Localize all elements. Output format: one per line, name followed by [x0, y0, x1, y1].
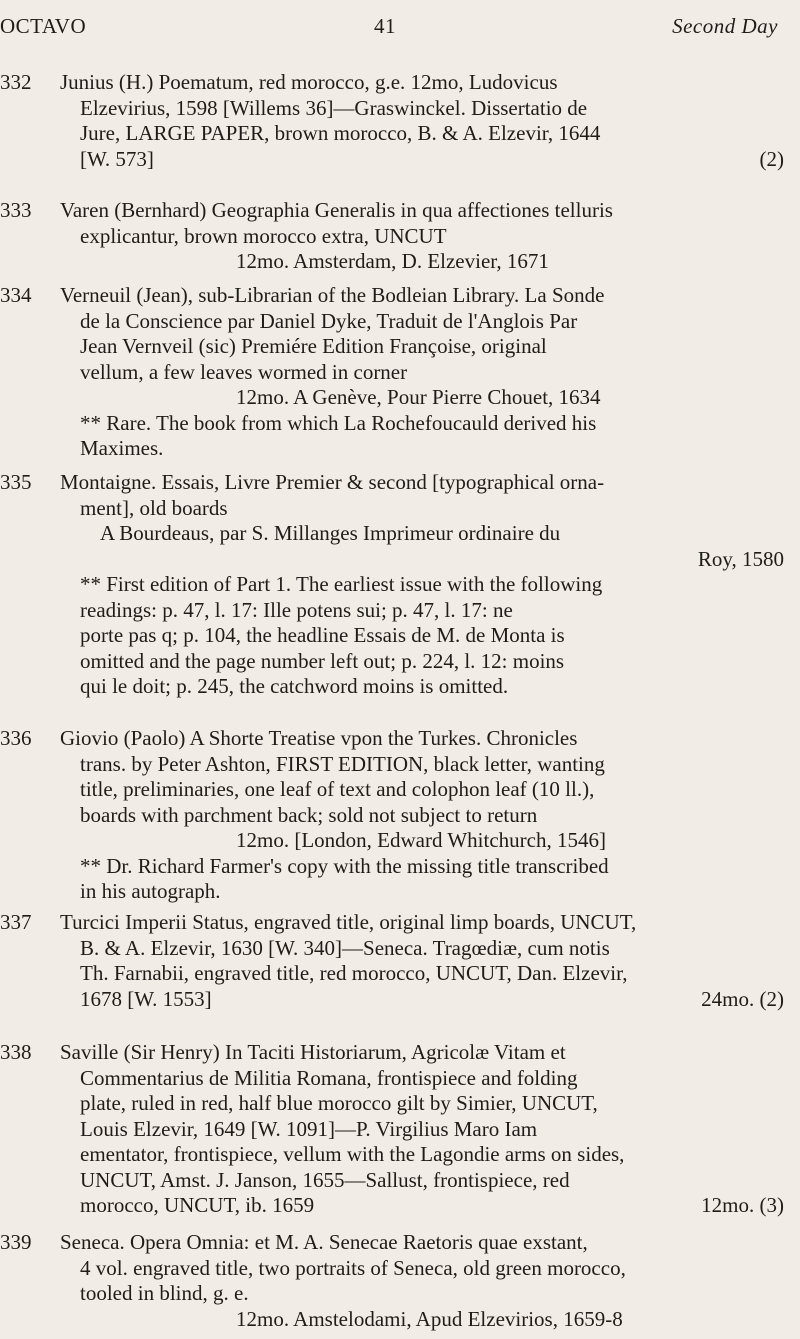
description-line: Elzevirius, 1598 [Willems 36]—Graswinckel. Dissertatio de: [80, 95, 588, 120]
format-note: 24mo. (2): [701, 986, 784, 1011]
description-line: title, preliminaries, one leaf of text and colophon leaf (10 ll.),: [80, 777, 595, 801]
format-heading: OCTAVO: [0, 14, 87, 38]
description-line: Th. Farnabii, engraved title, red morocco, UNCUT, Dan. Elzevir,: [80, 961, 628, 985]
lot-description: [60, 726, 784, 905]
description-line: trans. by Peter Ashton, FIRST EDITION, black letter, wanting: [80, 751, 605, 776]
description-line: boards with parchment back; sold not subject to return: [80, 802, 538, 827]
description-line: Verneuil (Jean), sub-Librarian of the Bodleian Library. La Sonde: [60, 283, 605, 307]
description-line: Commentarius de Militia Romana, frontispiece and folding: [80, 1065, 578, 1090]
description-line: Jure, LARGE PAPER, brown morocco, B. & A. Elzevir, 1644: [80, 121, 601, 145]
page-number: 41: [374, 14, 396, 38]
description-line: ementator, frontispiece, vellum with the Lagondie arms on sides,: [80, 1142, 625, 1166]
note-line: ** First edition of Part 1. The earliest issue with the following: [80, 572, 603, 596]
description-line: de la Conscience par Daniel Dyke, Traduit de l'Anglois Par: [80, 308, 578, 333]
lot-description: [60, 283, 784, 462]
note-line: Maximes.: [80, 436, 164, 460]
description-line: 1678 [W. 1553]: [80, 986, 212, 1011]
description-line: Seneca. Opera Omnia: et M. A. Senecae Raetoris quae exstant,: [60, 1230, 588, 1254]
description-line: Jean Vernveil (sic) Premiére Edition Françoise, original: [80, 334, 547, 358]
lot-number: 333: [0, 198, 32, 222]
description-line: Saville (Sir Henry) In Taciti Historiarum, Agricolæ Vitam et: [60, 1040, 566, 1064]
imprint-line: A Bourdeaus, par S. Millanges Imprimeur ordinaire du: [100, 521, 561, 545]
note-line: porte pas q; p. 104, the headline Essais de M. de Monta is: [80, 623, 565, 647]
imprint-line: Roy, 1580: [697, 546, 784, 571]
imprint-line: 12mo. A Genève, Pour Pierre Chouet, 1634: [236, 385, 601, 409]
note-line: readings: p. 47, l. 17: Ille potens sui; p. 47, l. 17: ne: [80, 597, 513, 622]
description-line: Varen (Bernhard) Geographia Generalis in qua affectiones telluris: [60, 198, 613, 222]
description-line: Turcici Imperii Status, engraved title, original limp boards, UNCUT,: [60, 910, 637, 934]
note-line: qui le doit; p. 245, the catchword moins is omitted.: [80, 674, 509, 698]
sale-day-heading: Second Day: [672, 14, 778, 38]
description-line: tooled in blind, g. e.: [80, 1281, 249, 1305]
quantity-note: (2): [759, 146, 784, 171]
running-header: [0, 14, 800, 44]
description-line: ment], old boards: [80, 495, 228, 520]
note-line: ** Rare. The book from which La Rochefoucauld derived his: [80, 410, 597, 435]
description-line-group: [60, 987, 784, 1013]
imprint-line: 12mo. Amsterdam, D. Elzevier, 1671: [236, 249, 549, 273]
lot-number: 334: [0, 283, 32, 307]
description-line: [W. 573]: [80, 146, 154, 171]
description-line: 4 vol. engraved title, two portraits of Seneca, old green morocco,: [80, 1255, 626, 1280]
lot-description: [60, 70, 784, 172]
description-line: B. & A. Elzevir, 1630 [W. 340]—Seneca. Tragœdiæ, cum notis: [80, 935, 610, 960]
lot-number: 338: [0, 1040, 32, 1064]
description-line: Montaigne. Essais, Livre Premier & second [typographical orna-: [60, 470, 605, 494]
lot-number: 332: [0, 70, 32, 94]
description-line: Louis Elzevir, 1649 [W. 1091]—P. Virgilius Maro Iam: [80, 1116, 538, 1141]
description-line: Giovio (Paolo) A Shorte Treatise vpon the Turkes. Chronicles: [60, 726, 578, 750]
note-line: omitted and the page number left out; p. 224, l. 12: moins: [80, 648, 565, 673]
lot-description: [60, 1230, 784, 1332]
lot-description: [60, 910, 784, 1012]
lot-description: [60, 198, 784, 275]
description-line: Junius (H.) Poematum, red morocco, g.e. 12mo, Ludovicus: [60, 70, 558, 94]
lot-number: 339: [0, 1230, 32, 1254]
imprint-line: 12mo. [London, Edward Whitchurch, 1546]: [236, 828, 606, 852]
format-note: 12mo. (3): [701, 1193, 784, 1217]
description-line-group: [60, 1193, 784, 1219]
note-line: ** Dr. Richard Farmer's copy with the missing title transcribed: [80, 853, 609, 878]
description-line: vellum, a few leaves wormed in corner: [80, 359, 408, 384]
description-line-group: [60, 147, 784, 173]
description-line: plate, ruled in red, half blue morocco gilt by Simier, UNCUT,: [80, 1091, 598, 1115]
description-line: explicantur, brown morocco extra, UNCUT: [80, 223, 447, 248]
note-line: in his autograph.: [80, 879, 221, 903]
description-line: UNCUT, Amst. J. Janson, 1655—Sallust, frontispiece, red: [80, 1167, 570, 1192]
lot-number: 337: [0, 910, 32, 934]
lot-number: 335: [0, 470, 32, 494]
lot-number: 336: [0, 726, 32, 750]
imprint-line: 12mo. Amstelodami, Apud Elzevirios, 1659-8: [236, 1306, 623, 1331]
lot-description: [60, 1040, 784, 1219]
description-line: morocco, UNCUT, ib. 1659: [80, 1193, 315, 1217]
lot-description: [60, 470, 784, 700]
